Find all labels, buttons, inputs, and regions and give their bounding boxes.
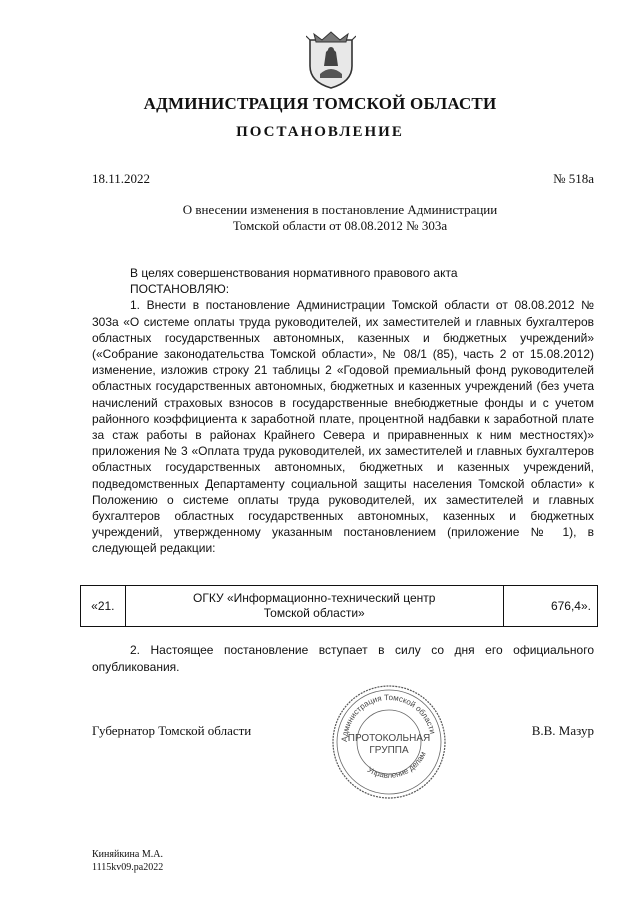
official-stamp: [330, 683, 448, 801]
table-cell-row-number: «21.: [81, 586, 126, 627]
stamp-inner-line-1: ПРОТОКОЛЬНАЯ: [347, 733, 431, 744]
institution-line-1: ОГКУ «Информационно-технический центр: [193, 591, 436, 605]
footer-author: Киняйкина М.А.: [92, 849, 163, 860]
document-body: [92, 265, 594, 557]
stamp-outer-text: Администрация Томской области: [339, 692, 438, 743]
amendment-table: [80, 585, 598, 627]
footer-info: [92, 848, 163, 874]
preamble: В целях совершенствования нормативного правового акта: [130, 266, 458, 280]
clause-2: 2. Настоящее постановление вступает в силу со дня его официального опубликования.: [92, 643, 594, 674]
document-date: 18.11.2022: [92, 171, 151, 186]
coat-of-arms-icon: [306, 30, 356, 90]
resolve-heading: ПОСТАНОВЛЯЮ:: [130, 282, 230, 297]
footer-code: 1115kv09.pa2022: [92, 862, 164, 873]
clause-1: 1. Внести в постановление Администрации Томской области от 08.08.2012 № 303а «О системе оплаты труда руководителей, их заместителей и главных бухгалтеров областных государственных автономных, казенных и бюджетных учреждений» («Собрание законодательства Томской области», № 08/1 (85), часть 2 от 15.08.2012) изменение, изложив строку 21 таблицы 2 «Годовой премиальный фонд руководителей областных государственных автономных, бюджетных и казенных учреждений (без учета начислений страховых взносов в государственные внебюджетные фонды и с учетом районного коэффициента к заработной плате, процентной надбавки к заработной плате за стаж работы в районах Крайнего Севера и приравненных к ним местностях)» приложения № 3 «Оплата труда руководителей, их заместителей и главных бухгалтеров областных государственных автономных, бюджетных и казенных учреждений, подведомственных Департаменту социальной защиты населения Томской области» к Положению о системе оплаты труда руководителей, их заместителей и главных бухгалтеров областных государственных автономных, казенных и бюджетных учреждений, утвержденному указанным постановлением (приложение № 1), в следующей редакции:: [92, 298, 594, 556]
document-subject: [0, 202, 640, 234]
table-cell-institution: [125, 586, 503, 627]
signatory-position: Губернатор Томской области: [92, 723, 252, 738]
subject-line-1: О внесении изменения в постановление Администрации: [182, 202, 498, 217]
organization-title: АДМИНИСТРАЦИЯ ТОМСКОЙ ОБЛАСТИ: [143, 94, 497, 113]
table-row: [81, 586, 598, 627]
stamp-inner-line-2: ГРУППА: [369, 745, 409, 756]
institution-line-2: Томской области»: [263, 606, 365, 620]
signatory-name: В.В. Мазур: [531, 723, 594, 738]
stamp-bottom-text: Управление делам: [365, 750, 428, 780]
document-number: № 518а: [553, 171, 594, 186]
subject-line-2: Томской области от 08.08.2012 № 303а: [232, 218, 448, 233]
document-type: ПОСТАНОВЛЕНИЕ: [236, 124, 404, 140]
table-cell-value: 676,4».: [503, 586, 597, 627]
